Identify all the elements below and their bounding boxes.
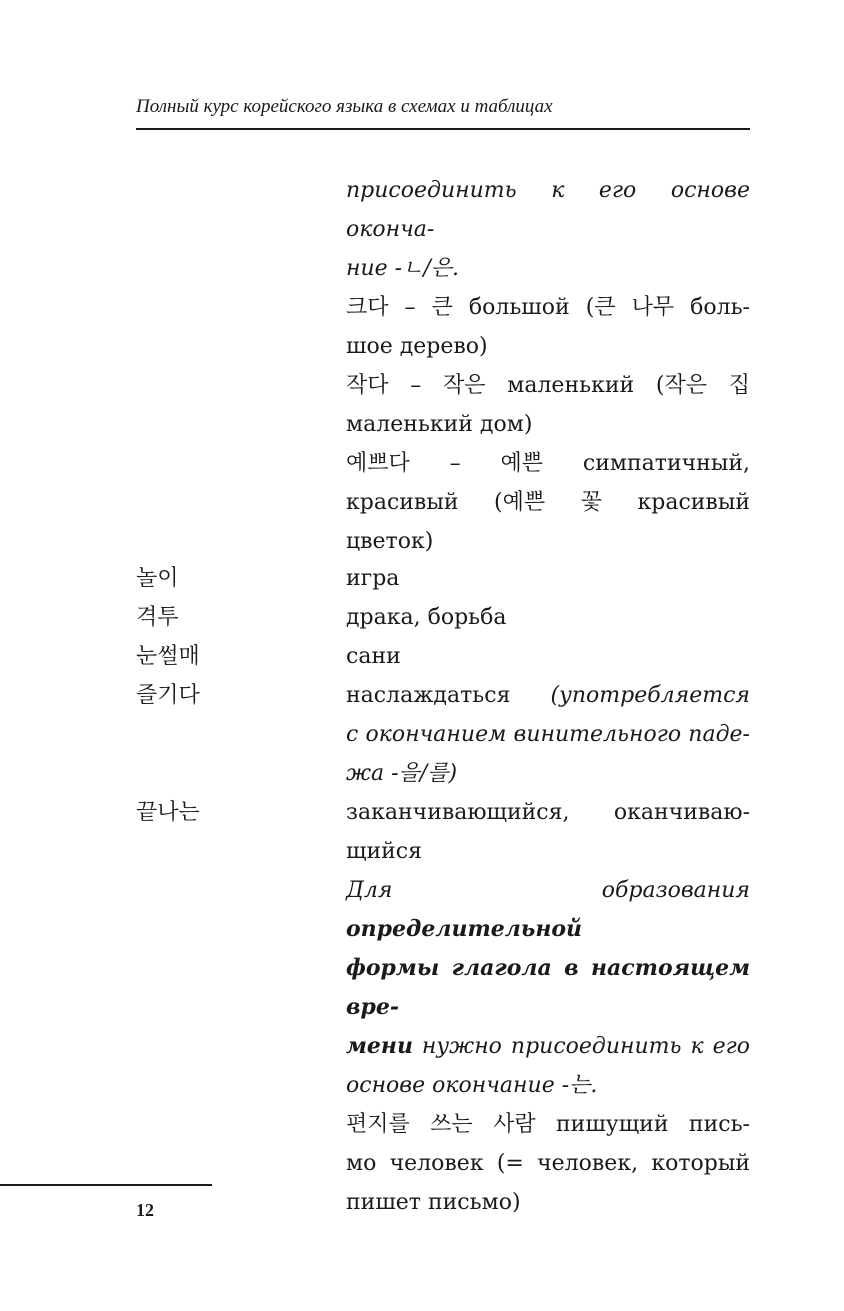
rule-text: нужно присоединить к его <box>412 1034 750 1059</box>
header-divider <box>136 128 750 130</box>
definition-text: наслаждаться <box>346 683 511 708</box>
example-line: пишет письмо) <box>346 1190 521 1215</box>
rule-term: определительной <box>346 916 583 942</box>
vocab-term: 끝나는 <box>136 800 200 825</box>
page-number: 12 <box>136 1200 154 1220</box>
vocab-term: 격투 <box>136 605 179 630</box>
definition-text: щийся <box>346 839 422 864</box>
verb-rule-block <box>346 871 750 1222</box>
usage-note: жа -을/를) <box>346 761 458 786</box>
usage-note: с окончанием винительного паде- <box>346 722 750 747</box>
rule-text: Для образования <box>346 878 750 903</box>
rule-term: мени <box>346 1033 413 1059</box>
vocab-term: 즐기다 <box>136 683 200 708</box>
example-line: 예쁘다 – 예쁜 симпатичный, <box>346 451 750 476</box>
example-line: 작다 – 작은 маленький (작은 집 <box>346 373 750 398</box>
rule-line: основе окончание -는. <box>346 1073 598 1098</box>
vocab-definition: драка, борьба <box>346 605 507 630</box>
example-line: мо человек (= человек, который <box>346 1151 750 1176</box>
rule-line: ние -ㄴ/은. <box>346 256 460 281</box>
vocab-definition: сани <box>346 644 401 669</box>
vocab-term: 놀이 <box>136 566 179 591</box>
usage-note: (употребляется <box>550 683 750 708</box>
example-line: шое дерево) <box>346 334 488 359</box>
rule-line <box>346 871 750 949</box>
adjective-rule-block <box>346 171 750 561</box>
rule-line <box>346 1027 750 1066</box>
vocab-definition <box>346 793 750 871</box>
vocab-definition: игра <box>346 566 400 591</box>
rule-line: присоединить к его основе оконча- <box>346 178 750 242</box>
example-line: цветок) <box>346 529 434 554</box>
vocab-term: 눈썰매 <box>136 644 200 669</box>
example-line: маленький дом) <box>346 412 533 437</box>
running-title: Полный курс корейского языка в схемах и таблицах <box>136 96 553 117</box>
example-line: красивый (예쁜 꽃 красивый <box>346 490 750 515</box>
example-line: 편지를 쓰는 사람 пишущий пись- <box>346 1112 750 1137</box>
rule-line: формы глагола в настоящем вре- <box>346 955 750 1020</box>
footer-divider <box>0 1184 212 1186</box>
definition-text: заканчивающийся, оканчиваю- <box>346 800 750 825</box>
example-line: 크다 – 큰 большой (큰 나무 боль- <box>346 295 750 320</box>
vocab-definition <box>346 676 750 793</box>
